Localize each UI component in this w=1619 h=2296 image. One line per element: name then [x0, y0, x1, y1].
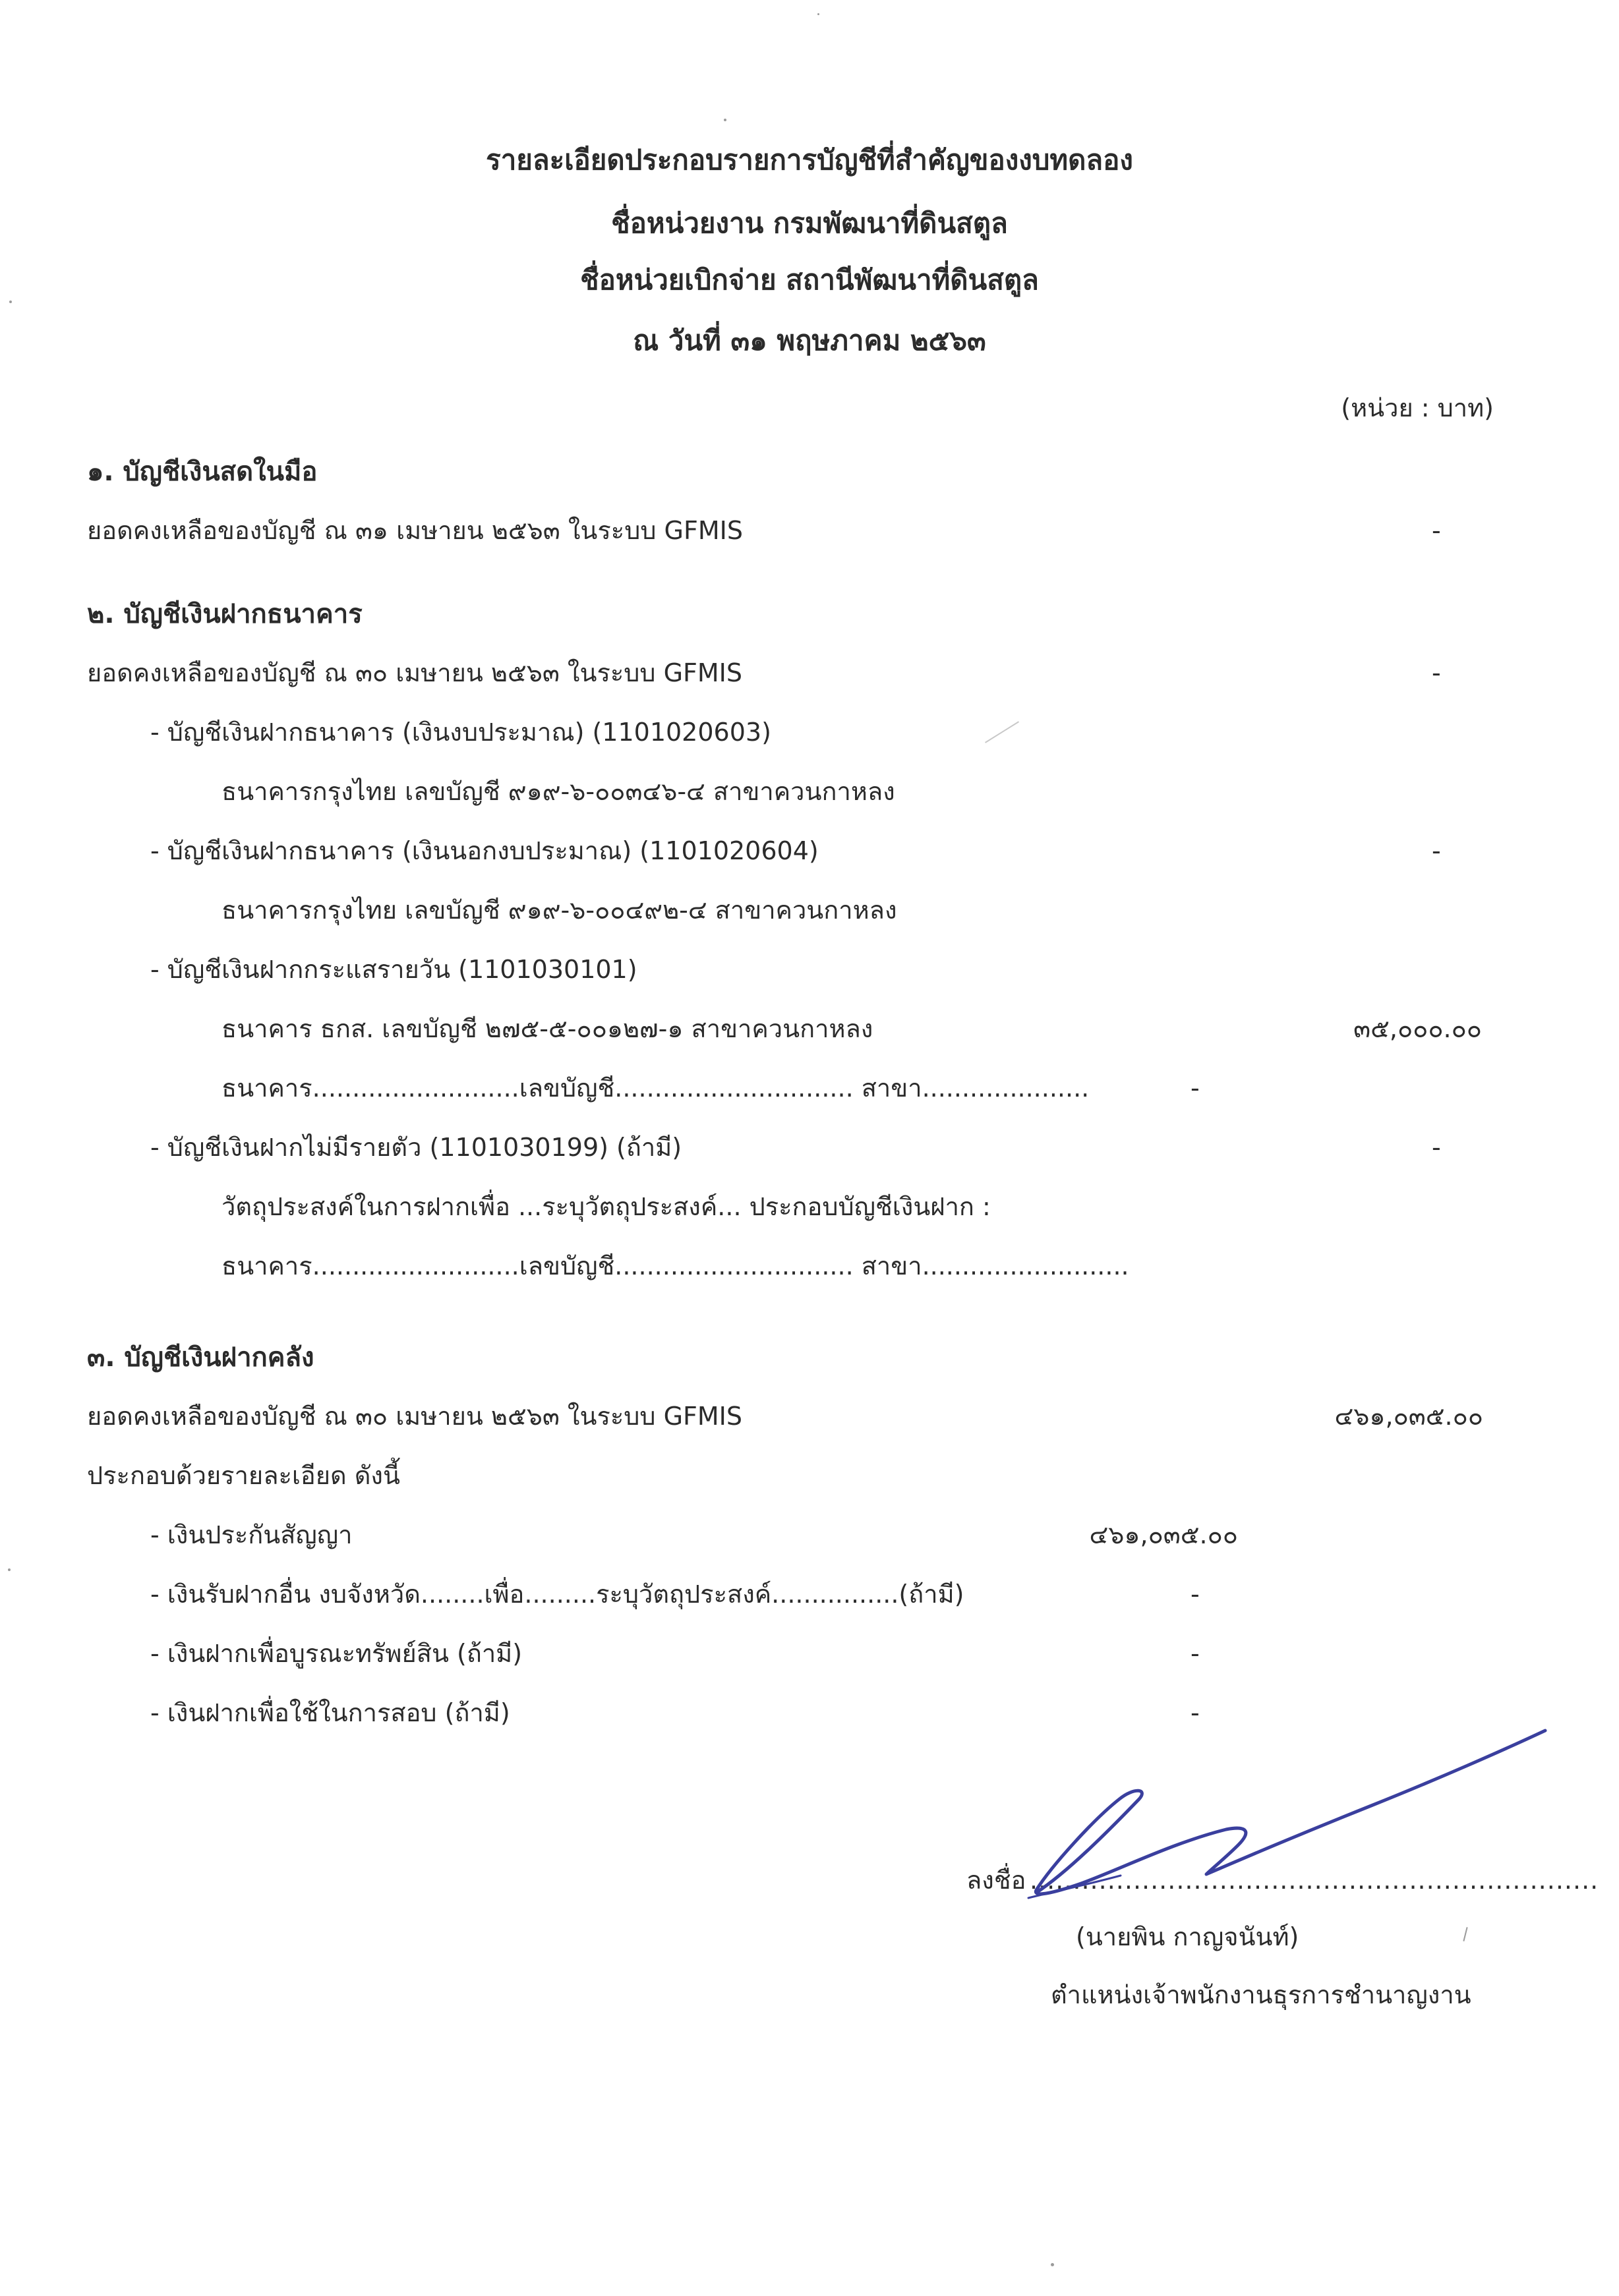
contract-guarantee-value: ๔๖๑,๐๓๕.๐๐: [1089, 1520, 1238, 1549]
other-deposit: - เงินรับฝากอื่น งบจังหวัด........เพื่อ.........ระบุวัตถุประสงค์................(ถ้ามี): [150, 1580, 964, 1609]
current-account-baac: ธนาคาร ธกส. เลขบัญชี ๒๗๕-๕-๐๐๑๒๗-๑ สาขาควนกาหลง: [221, 1014, 873, 1043]
section3-balance-label: ยอดคงเหลือของบัญชี ณ ๓๐ เมษายน ๒๕๖๓ ในระบบ GFMIS: [87, 1402, 743, 1431]
restoration-deposit: - เงินฝากเพื่อบูรณะทรัพย์สิน (ถ้ามี): [150, 1639, 523, 1668]
current-account-blank-value: -: [1191, 1074, 1200, 1103]
section3-balance-value: ๔๖๑,๐๓๕.๐๐: [1334, 1402, 1483, 1431]
deposit-purpose: วัตถุประสงค์ในการฝากเพื่อ ...ระบุวัตถุประสงค์... ประกอบบัญชีเงินฝาก :: [221, 1192, 991, 1221]
section2-heading: ๒. บัญชีเงินฝากธนาคาร: [87, 599, 363, 629]
scan-speck: [8, 1568, 11, 1571]
exam-deposit: - เงินฝากเพื่อใช้ในการสอบ (ถ้ามี): [150, 1698, 510, 1727]
signature-label: ลงชื่อ: [966, 1866, 1026, 1895]
bank-account-nonbudget-value: -: [1432, 836, 1441, 865]
current-account: - บัญชีเงินฝากกระแสรายวัน (1101030101): [150, 955, 637, 984]
report-date: ณ วันที่ ๓๑ พฤษภาคม ๒๕๖๓: [633, 324, 986, 357]
scan-speck: [9, 301, 12, 303]
scan-speck: [1051, 2263, 1054, 2266]
section2-balance-label: ยอดคงเหลือของบัญชี ณ ๓๐ เมษายน ๒๕๖๓ ในระบบ GFMIS: [87, 658, 743, 687]
non-individual-deposit: - บัญชีเงินฝากไม่มีรายตัว (1101030199) (ถ้ามี): [150, 1133, 682, 1162]
section1-balance-value: -: [1432, 516, 1441, 545]
deposit-bank-blank-row: ธนาคาร..........................เลขบัญชี.............................. สาขา..........................: [221, 1251, 1129, 1280]
other-deposit-value: -: [1191, 1580, 1200, 1609]
current-account-blank-row: ธนาคาร..........................เลขบัญชี.............................. สาขา.....................: [221, 1074, 1090, 1103]
signatory-position: ตำแหน่งเจ้าพนักงานธุรการชำนาญงาน: [1051, 1980, 1471, 2009]
section1-balance-label: ยอดคงเหลือของบัญชี ณ ๓๑ เมษายน ๒๕๖๓ ในระบบ GFMIS: [87, 516, 743, 545]
disbursing-unit-name: ชื่อหน่วยเบิกจ่าย สถานีพัฒนาที่ดินสตูล: [580, 264, 1039, 296]
signature-line: ..................................................................: [1030, 1866, 1599, 1895]
contract-guarantee: - เงินประกันสัญญา: [150, 1520, 353, 1549]
current-account-baac-value: ๓๕,๐๐๐.๐๐: [1353, 1014, 1482, 1043]
scan-speck: [724, 119, 726, 121]
signatory-name: (นายพิน กาญจนันท์): [1076, 1922, 1299, 1951]
bank-account-budget-detail: ธนาคารกรุงไทย เลขบัญชี ๙๑๙-๖-๐๐๓๔๖-๔ สาขาควนกาหลง: [221, 777, 895, 806]
agency-name: ชื่อหน่วยงาน กรมพัฒนาที่ดินสตูล: [611, 207, 1008, 239]
scan-speck: [817, 13, 819, 15]
section1-heading: ๑. บัญชีเงินสดในมือ: [87, 457, 318, 487]
section3-detail-label: ประกอบด้วยรายละเอียด ดังนี้: [87, 1461, 400, 1490]
currency-unit: (หน่วย : บาท): [1341, 393, 1494, 422]
bank-account-budget: - บัญชีเงินฝากธนาคาร (เงินงบประมาณ) (1101020603): [150, 718, 771, 747]
exam-deposit-value: -: [1191, 1698, 1200, 1727]
restoration-deposit-value: -: [1191, 1639, 1200, 1668]
non-individual-deposit-value: -: [1432, 1133, 1441, 1162]
section3-heading: ๓. บัญชีเงินฝากคลัง: [87, 1342, 314, 1373]
document-title: รายละเอียดประกอบรายการบัญชีที่สำคัญของงบทดลอง: [486, 144, 1133, 176]
bank-account-nonbudget: - บัญชีเงินฝากธนาคาร (เงินนอกงบประมาณ) (1101020604): [150, 836, 819, 865]
bank-account-nonbudget-detail: ธนาคารกรุงไทย เลขบัญชี ๙๑๙-๖-๐๐๔๙๒-๔ สาขาควนกาหลง: [221, 896, 897, 925]
section2-balance-value: -: [1432, 658, 1441, 687]
